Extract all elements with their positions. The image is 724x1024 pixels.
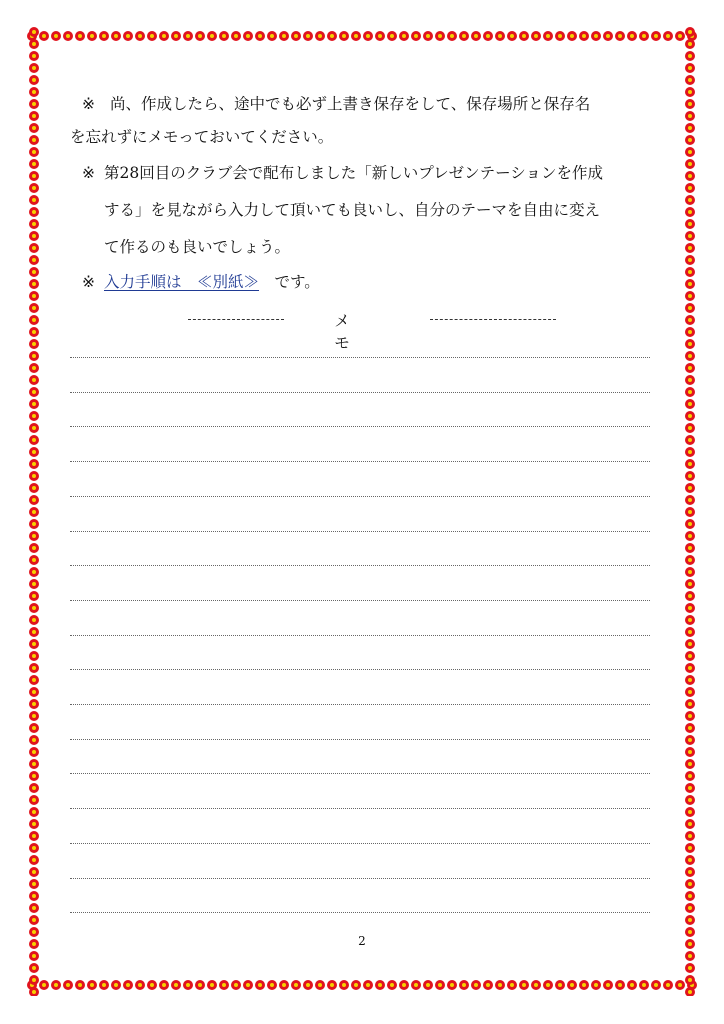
note-paragraph-1-line-1: ※ 尚、作成したら、途中でも必ず上書き保存をして、保存場所と保存名: [82, 95, 591, 113]
memo-title: メモ: [334, 312, 386, 352]
memo-divider-right: [430, 319, 556, 320]
reference-mark: ※: [82, 95, 95, 113]
note-paragraph-3: ※ 入力手順は ≪別紙≫ です。: [82, 273, 320, 291]
memo-rule-line: [70, 669, 650, 670]
note-paragraph-2-line-2: する」を見ながら入力して頂いても良いし、自分のテーマを自由に変え: [104, 201, 601, 219]
page-number: 2: [358, 934, 366, 948]
note-paragraph-1-line-2: を忘れずにメモっておいてください。: [70, 128, 334, 146]
memo-header: [0, 305, 724, 352]
memo-rule-line: [70, 531, 650, 532]
memo-rule-line: [70, 878, 650, 879]
reference-mark: ※: [82, 164, 95, 182]
reference-mark: ※: [82, 273, 95, 291]
memo-rule-line: [70, 565, 650, 566]
memo-rule-line: [70, 496, 650, 497]
memo-rule-line: [70, 912, 650, 913]
memo-rule-line: [70, 461, 650, 462]
memo-rule-line: [70, 739, 650, 740]
memo-divider-left: [188, 319, 284, 320]
memo-rule-line: [70, 843, 650, 844]
memo-rule-line: [70, 357, 650, 358]
memo-rule-line: [70, 600, 650, 601]
note-paragraph-2-line-1: ※ 第28回目のクラブ会で配布しました「新しいプレゼンテーションを作成: [82, 164, 603, 182]
input-procedure-link[interactable]: 入力手順は ≪別紙≫: [104, 273, 260, 291]
memo-rule-line: [70, 773, 650, 774]
note-paragraph-2-line-3: て作るのも良いでしょう。: [104, 238, 291, 256]
memo-rule-line: [70, 392, 650, 393]
memo-rule-line: [70, 426, 650, 427]
memo-rule-line: [70, 808, 650, 809]
memo-rule-line: [70, 704, 650, 705]
memo-rule-line: [70, 635, 650, 636]
